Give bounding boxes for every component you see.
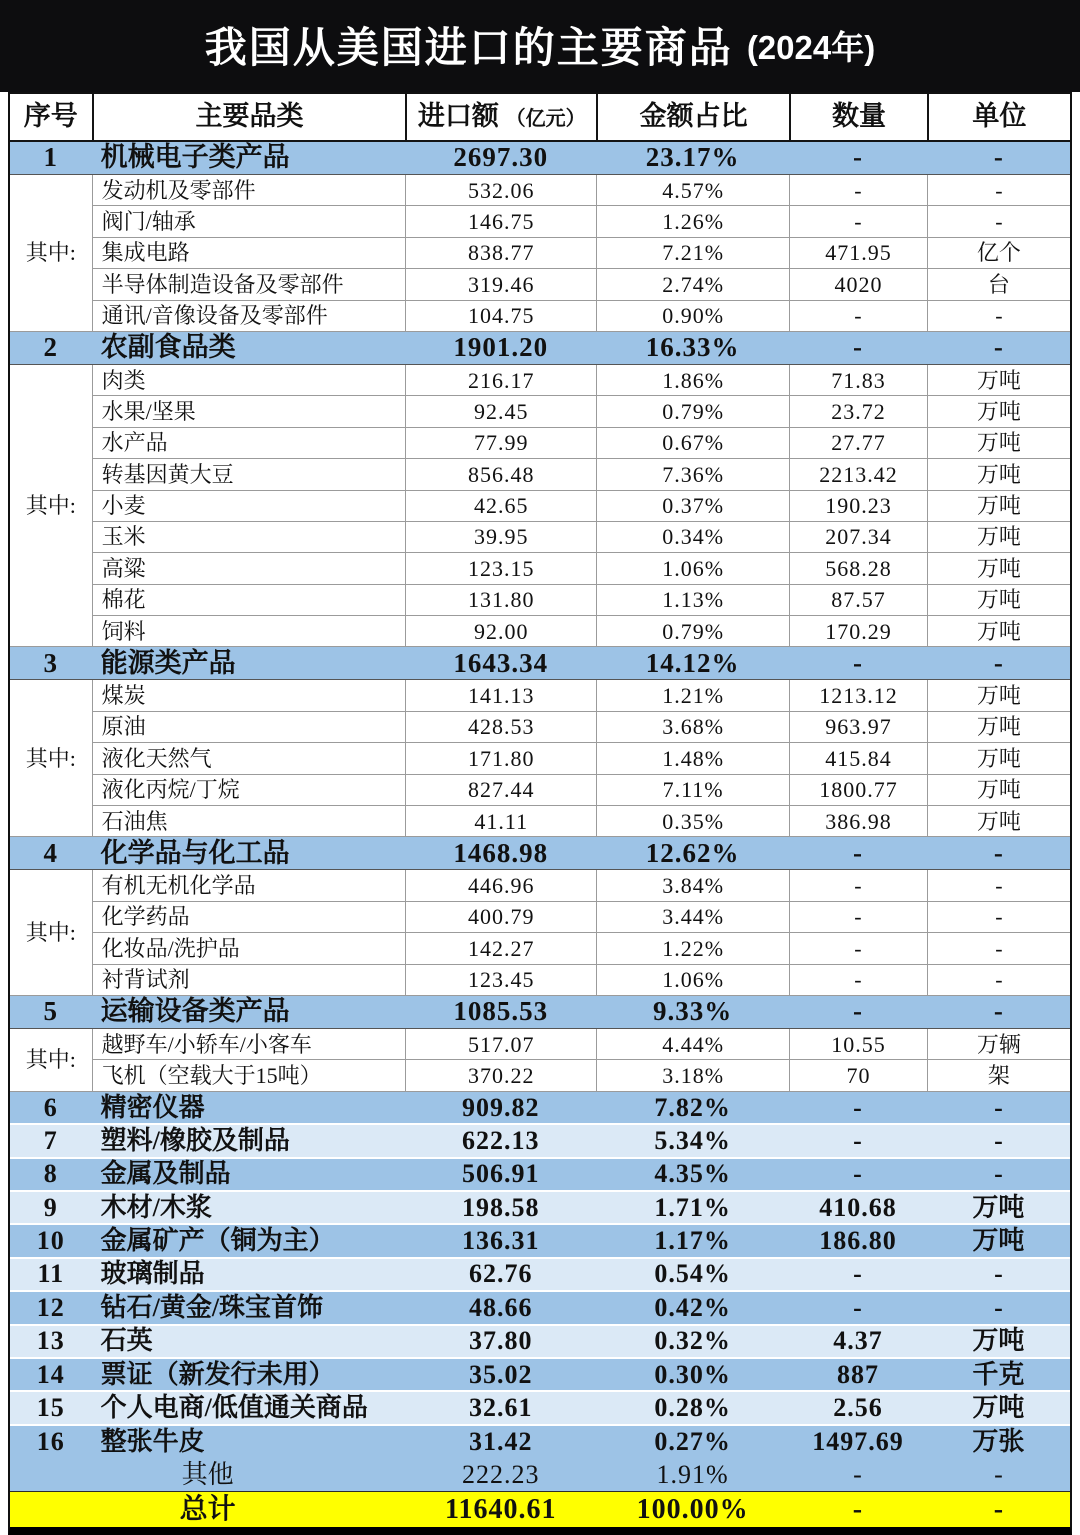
value-cell: 827.44 xyxy=(405,775,596,806)
qty-cell: - xyxy=(789,1492,927,1527)
share-cell: 0.32% xyxy=(596,1326,789,1359)
category-cell: 液化丙烷/丁烷 xyxy=(92,775,406,806)
unit-cell: 亿个 xyxy=(927,238,1070,269)
unit-cell: 万吨 xyxy=(927,428,1070,459)
value-cell: 39.95 xyxy=(405,522,596,553)
category-cell: 个人电商/低值通关商品 xyxy=(92,1392,406,1425)
share-cell: 4.57% xyxy=(596,175,789,206)
seq-cell: 13 xyxy=(10,1326,92,1359)
table-row xyxy=(10,301,1070,332)
category-cell: 化妆品/洗护品 xyxy=(92,933,406,964)
seq-cell: 7 xyxy=(10,1125,92,1158)
col-header-category: 主要品类 xyxy=(92,94,406,142)
category-cell: 集成电路 xyxy=(92,238,406,269)
value-cell: 42.65 xyxy=(405,491,596,522)
seq-cell: 9 xyxy=(10,1192,92,1225)
qty-cell: - xyxy=(789,206,927,237)
category-cell: 整张牛皮 xyxy=(92,1426,406,1459)
category-cell: 钻石/黄金/珠宝首饰 xyxy=(92,1292,406,1325)
qty-cell: - xyxy=(789,837,927,870)
value-cell: 506.91 xyxy=(405,1159,596,1192)
share-cell: 3.18% xyxy=(596,1060,789,1091)
qty-cell: 887 xyxy=(789,1359,927,1392)
qty-cell: 186.80 xyxy=(789,1225,927,1258)
qty-cell: 87.57 xyxy=(789,585,927,616)
seq-cell: 12 xyxy=(10,1292,92,1325)
unit-cell: 万吨 xyxy=(927,1192,1070,1225)
unit-cell: - xyxy=(927,1292,1070,1325)
share-cell: 0.34% xyxy=(596,522,789,553)
qty-cell: 10.55 xyxy=(789,1029,927,1060)
unit-cell: 万吨 xyxy=(927,712,1070,743)
unit-cell: - xyxy=(927,1159,1070,1192)
category-cell: 半导体制造设备及零部件 xyxy=(92,269,406,300)
unit-cell: 千克 xyxy=(927,1359,1070,1392)
value-cell: 123.45 xyxy=(405,965,596,996)
value-cell: 622.13 xyxy=(405,1125,596,1158)
share-cell: 0.54% xyxy=(596,1259,789,1292)
category-cell: 水果/坚果 xyxy=(92,396,406,427)
qty-cell: 963.97 xyxy=(789,712,927,743)
category-cell: 通讯/音像设备及零部件 xyxy=(92,301,406,332)
table-row xyxy=(10,1029,1070,1060)
unit-cell: 万吨 xyxy=(927,491,1070,522)
col-header-unit: 单位 xyxy=(927,94,1070,142)
table-row xyxy=(10,902,1070,933)
category-cell: 塑料/橡胶及制品 xyxy=(92,1125,406,1158)
category-cell: 玉米 xyxy=(92,522,406,553)
value-cell: 131.80 xyxy=(405,585,596,616)
share-cell: 100.00% xyxy=(596,1492,789,1527)
page-title: 我国从美国进口的主要商品 xyxy=(204,24,733,71)
unit-cell: 万吨 xyxy=(927,1392,1070,1425)
table-row xyxy=(10,459,1070,490)
qty-cell: 568.28 xyxy=(789,553,927,584)
value-cell: 32.61 xyxy=(405,1392,596,1425)
share-cell: 0.79% xyxy=(596,396,789,427)
qty-cell: - xyxy=(789,1459,927,1492)
share-cell: 1.86% xyxy=(596,365,789,396)
share-cell: 7.21% xyxy=(596,238,789,269)
seq-cell: 2 xyxy=(10,332,92,365)
title-bar xyxy=(0,0,1080,92)
table-row xyxy=(10,332,1070,365)
category-cell: 发动机及零部件 xyxy=(92,175,406,206)
table-row xyxy=(10,1060,1070,1091)
share-cell: 23.17% xyxy=(596,142,789,175)
value-cell: 142.27 xyxy=(405,933,596,964)
unit-cell: - xyxy=(927,332,1070,365)
value-cell: 123.15 xyxy=(405,553,596,584)
unit-cell: 万吨 xyxy=(927,553,1070,584)
table-row xyxy=(10,396,1070,427)
qty-cell: - xyxy=(789,1259,927,1292)
table-row xyxy=(10,775,1070,806)
table-row xyxy=(10,1326,1070,1359)
value-cell: 41.11 xyxy=(405,806,596,837)
share-cell: 0.42% xyxy=(596,1292,789,1325)
unit-cell: 万吨 xyxy=(927,775,1070,806)
qty-cell: 1213.12 xyxy=(789,680,927,711)
share-cell: 3.44% xyxy=(596,902,789,933)
col-header-value xyxy=(405,94,596,142)
unit-cell: 万吨 xyxy=(927,459,1070,490)
category-cell: 化学品与化工品 xyxy=(92,837,406,870)
category-cell: 煤炭 xyxy=(92,680,406,711)
qty-cell: 386.98 xyxy=(789,806,927,837)
share-cell: 4.35% xyxy=(596,1159,789,1192)
table-row xyxy=(10,806,1070,837)
value-cell: 1085.53 xyxy=(405,996,596,1029)
table-row xyxy=(10,680,1070,711)
category-cell: 能源类产品 xyxy=(92,647,406,680)
table-row xyxy=(10,1259,1070,1292)
share-cell: 1.17% xyxy=(596,1225,789,1258)
table-row xyxy=(10,238,1070,269)
unit-cell: 万吨 xyxy=(927,743,1070,774)
table-row xyxy=(10,965,1070,996)
unit-cell: - xyxy=(927,996,1070,1029)
qty-cell: 4020 xyxy=(789,269,927,300)
col-header-seq: 序号 xyxy=(10,94,92,142)
share-cell: 0.67% xyxy=(596,428,789,459)
value-cell: 62.76 xyxy=(405,1259,596,1292)
table-row xyxy=(10,1492,1070,1527)
unit-cell: - xyxy=(927,933,1070,964)
qty-cell: 4.37 xyxy=(789,1326,927,1359)
value-cell: 1643.34 xyxy=(405,647,596,680)
value-cell: 141.13 xyxy=(405,680,596,711)
table-row xyxy=(10,1225,1070,1258)
table-row xyxy=(10,743,1070,774)
qty-cell: - xyxy=(789,1092,927,1125)
qty-cell: - xyxy=(789,1159,927,1192)
qty-cell: - xyxy=(789,647,927,680)
table-row xyxy=(10,1459,1070,1492)
share-cell: 1.13% xyxy=(596,585,789,616)
value-cell: 319.46 xyxy=(405,269,596,300)
value-cell: 1468.98 xyxy=(405,837,596,870)
table-row xyxy=(10,1092,1070,1125)
category-cell: 液化天然气 xyxy=(92,743,406,774)
share-cell: 7.36% xyxy=(596,459,789,490)
table-row xyxy=(10,269,1070,300)
category-cell: 农副食品类 xyxy=(92,332,406,365)
table-row xyxy=(10,1192,1070,1225)
share-cell: 0.90% xyxy=(596,301,789,332)
table-row xyxy=(10,206,1070,237)
table-row xyxy=(10,1159,1070,1192)
imports-table xyxy=(8,92,1072,1535)
category-cell: 运输设备类产品 xyxy=(92,996,406,1029)
category-cell: 精密仪器 xyxy=(92,1092,406,1125)
share-cell: 16.33% xyxy=(596,332,789,365)
qty-cell: 2.56 xyxy=(789,1392,927,1425)
unit-cell: 万吨 xyxy=(927,616,1070,647)
unit-cell: - xyxy=(927,1459,1070,1492)
among-which-cell: 其中: xyxy=(10,175,92,332)
share-cell: 3.68% xyxy=(596,712,789,743)
table-row xyxy=(10,1392,1070,1425)
value-cell: 532.06 xyxy=(405,175,596,206)
unit-cell: 万辆 xyxy=(927,1029,1070,1060)
qty-cell: - xyxy=(789,1125,927,1158)
qty-cell: 190.23 xyxy=(789,491,927,522)
table-row xyxy=(10,428,1070,459)
value-cell: 838.77 xyxy=(405,238,596,269)
category-cell: 高粱 xyxy=(92,553,406,584)
category-cell: 化学药品 xyxy=(92,902,406,933)
unit-cell: - xyxy=(927,965,1070,996)
seq-cell: 14 xyxy=(10,1359,92,1392)
qty-cell: 1497.69 xyxy=(789,1426,927,1459)
value-cell: 48.66 xyxy=(405,1292,596,1325)
category-cell: 原油 xyxy=(92,712,406,743)
unit-cell: 万张 xyxy=(927,1426,1070,1459)
unit-cell: - xyxy=(927,837,1070,870)
value-cell: 31.42 xyxy=(405,1426,596,1459)
among-which-cell: 其中: xyxy=(10,870,92,996)
qty-cell: 71.83 xyxy=(789,365,927,396)
qty-cell: - xyxy=(789,870,927,901)
category-cell: 越野车/小轿车/小客车 xyxy=(92,1029,406,1060)
unit-cell: 万吨 xyxy=(927,396,1070,427)
unit-cell: - xyxy=(927,206,1070,237)
category-cell: 石英 xyxy=(92,1326,406,1359)
value-cell: 92.45 xyxy=(405,396,596,427)
qty-cell: 2213.42 xyxy=(789,459,927,490)
table-row xyxy=(10,996,1070,1029)
share-cell: 1.06% xyxy=(596,553,789,584)
qty-cell: - xyxy=(789,996,927,1029)
value-cell: 517.07 xyxy=(405,1029,596,1060)
share-cell: 0.27% xyxy=(596,1426,789,1459)
seq-cell: 5 xyxy=(10,996,92,1029)
share-cell: 7.82% xyxy=(596,1092,789,1125)
col-header-share: 金额占比 xyxy=(596,94,789,142)
page-title-year: (2024年) xyxy=(746,28,876,66)
col-header-value-label: 进口额 xyxy=(417,101,499,132)
share-cell: 5.34% xyxy=(596,1125,789,1158)
table-row xyxy=(10,142,1070,175)
table-row xyxy=(10,1292,1070,1325)
category-cell: 飞机（空载大于15吨） xyxy=(92,1060,406,1091)
unit-cell: 万吨 xyxy=(927,1326,1070,1359)
share-cell: 1.06% xyxy=(596,965,789,996)
col-header-qty: 数量 xyxy=(789,94,927,142)
category-cell: 玻璃制品 xyxy=(92,1259,406,1292)
qty-cell: - xyxy=(789,965,927,996)
unit-cell: - xyxy=(927,301,1070,332)
unit-cell: - xyxy=(927,175,1070,206)
share-cell: 1.22% xyxy=(596,933,789,964)
category-cell: 饲料 xyxy=(92,616,406,647)
table-row xyxy=(10,647,1070,680)
value-cell: 136.31 xyxy=(405,1225,596,1258)
unit-cell: - xyxy=(927,647,1070,680)
qty-cell: - xyxy=(789,175,927,206)
share-cell: 14.12% xyxy=(596,647,789,680)
imports-table-grid xyxy=(10,94,1070,1527)
table-row xyxy=(10,585,1070,616)
share-cell: 1.21% xyxy=(596,680,789,711)
category-cell: 衬背试剂 xyxy=(92,965,406,996)
seq-cell: 1 xyxy=(10,142,92,175)
category-cell: 总计 xyxy=(10,1492,405,1527)
qty-cell: - xyxy=(789,1292,927,1325)
table-row xyxy=(10,1359,1070,1392)
table-row xyxy=(10,712,1070,743)
qty-cell: - xyxy=(789,902,927,933)
qty-cell: 207.34 xyxy=(789,522,927,553)
table-row xyxy=(10,553,1070,584)
category-cell: 石油焦 xyxy=(92,806,406,837)
table-row xyxy=(10,522,1070,553)
table-row xyxy=(10,175,1070,206)
seq-cell: 15 xyxy=(10,1392,92,1425)
value-cell: 2697.30 xyxy=(405,142,596,175)
table-row xyxy=(10,365,1070,396)
share-cell: 1.71% xyxy=(596,1192,789,1225)
table-row xyxy=(10,491,1070,522)
category-cell: 有机无机化学品 xyxy=(92,870,406,901)
seq-cell: 10 xyxy=(10,1225,92,1258)
value-cell: 216.17 xyxy=(405,365,596,396)
among-which-cell: 其中: xyxy=(10,1029,92,1092)
category-cell: 机械电子类产品 xyxy=(92,142,406,175)
category-cell: 转基因黄大豆 xyxy=(92,459,406,490)
unit-cell: - xyxy=(927,1259,1070,1292)
qty-cell: 23.72 xyxy=(789,396,927,427)
unit-cell: 万吨 xyxy=(927,1225,1070,1258)
among-which-cell: 其中: xyxy=(10,365,92,648)
value-cell: 909.82 xyxy=(405,1092,596,1125)
unit-cell: - xyxy=(927,1125,1070,1158)
qty-cell: 471.95 xyxy=(789,238,927,269)
share-cell: 12.62% xyxy=(596,837,789,870)
share-cell: 0.30% xyxy=(596,1359,789,1392)
value-cell: 77.99 xyxy=(405,428,596,459)
share-cell: 0.37% xyxy=(596,491,789,522)
table-row xyxy=(10,933,1070,964)
share-cell: 3.84% xyxy=(596,870,789,901)
category-cell: 其他 xyxy=(10,1459,405,1492)
value-cell: 856.48 xyxy=(405,459,596,490)
share-cell: 0.28% xyxy=(596,1392,789,1425)
value-cell: 222.23 xyxy=(405,1459,596,1492)
value-cell: 171.80 xyxy=(405,743,596,774)
category-cell: 阀门/轴承 xyxy=(92,206,406,237)
category-cell: 金属矿产（铜为主） xyxy=(92,1225,406,1258)
seq-cell: 8 xyxy=(10,1159,92,1192)
qty-cell: 1800.77 xyxy=(789,775,927,806)
category-cell: 金属及制品 xyxy=(92,1159,406,1192)
table-row xyxy=(10,837,1070,870)
qty-cell: 415.84 xyxy=(789,743,927,774)
unit-cell: 万吨 xyxy=(927,585,1070,616)
category-cell: 票证（新发行未用） xyxy=(92,1359,406,1392)
share-cell: 0.35% xyxy=(596,806,789,837)
unit-cell: 万吨 xyxy=(927,680,1070,711)
value-cell: 11640.61 xyxy=(405,1492,596,1527)
value-cell: 1901.20 xyxy=(405,332,596,365)
value-cell: 400.79 xyxy=(405,902,596,933)
table-row xyxy=(10,616,1070,647)
unit-cell: - xyxy=(927,1092,1070,1125)
table-row xyxy=(10,870,1070,901)
header-row xyxy=(10,94,1070,142)
share-cell: 0.79% xyxy=(596,616,789,647)
table-row xyxy=(10,1125,1070,1158)
unit-cell: - xyxy=(927,902,1070,933)
unit-cell: 台 xyxy=(927,269,1070,300)
category-cell: 水产品 xyxy=(92,428,406,459)
unit-cell: 万吨 xyxy=(927,365,1070,396)
share-cell: 1.48% xyxy=(596,743,789,774)
value-cell: 37.80 xyxy=(405,1326,596,1359)
unit-cell: - xyxy=(927,870,1070,901)
among-which-cell: 其中: xyxy=(10,680,92,837)
share-cell: 7.11% xyxy=(596,775,789,806)
value-cell: 446.96 xyxy=(405,870,596,901)
table-row xyxy=(10,1426,1070,1459)
value-cell: 146.75 xyxy=(405,206,596,237)
value-cell: 104.75 xyxy=(405,301,596,332)
seq-cell: 6 xyxy=(10,1092,92,1125)
value-cell: 35.02 xyxy=(405,1359,596,1392)
seq-cell: 3 xyxy=(10,647,92,680)
seq-cell: 16 xyxy=(10,1426,92,1459)
qty-cell: 410.68 xyxy=(789,1192,927,1225)
category-cell: 木材/木浆 xyxy=(92,1192,406,1225)
qty-cell: - xyxy=(789,332,927,365)
qty-cell: 70 xyxy=(789,1060,927,1091)
category-cell: 棉花 xyxy=(92,585,406,616)
value-cell: 428.53 xyxy=(405,712,596,743)
seq-cell: 11 xyxy=(10,1259,92,1292)
unit-cell: 架 xyxy=(927,1060,1070,1091)
share-cell: 4.44% xyxy=(596,1029,789,1060)
table-body xyxy=(10,142,1070,1527)
col-header-value-unit: （亿元） xyxy=(505,108,586,131)
qty-cell: - xyxy=(789,301,927,332)
value-cell: 370.22 xyxy=(405,1060,596,1091)
unit-cell: 万吨 xyxy=(927,522,1070,553)
category-cell: 小麦 xyxy=(92,491,406,522)
share-cell: 1.26% xyxy=(596,206,789,237)
qty-cell: 27.77 xyxy=(789,428,927,459)
seq-cell: 4 xyxy=(10,837,92,870)
unit-cell: - xyxy=(927,142,1070,175)
unit-cell: 万吨 xyxy=(927,806,1070,837)
share-cell: 2.74% xyxy=(596,269,789,300)
value-cell: 92.00 xyxy=(405,616,596,647)
category-cell: 肉类 xyxy=(92,365,406,396)
qty-cell: - xyxy=(789,933,927,964)
value-cell: 198.58 xyxy=(405,1192,596,1225)
qty-cell: - xyxy=(789,142,927,175)
unit-cell: - xyxy=(927,1492,1070,1527)
share-cell: 9.33% xyxy=(596,996,789,1029)
share-cell: 1.91% xyxy=(596,1459,789,1492)
qty-cell: 170.29 xyxy=(789,616,927,647)
